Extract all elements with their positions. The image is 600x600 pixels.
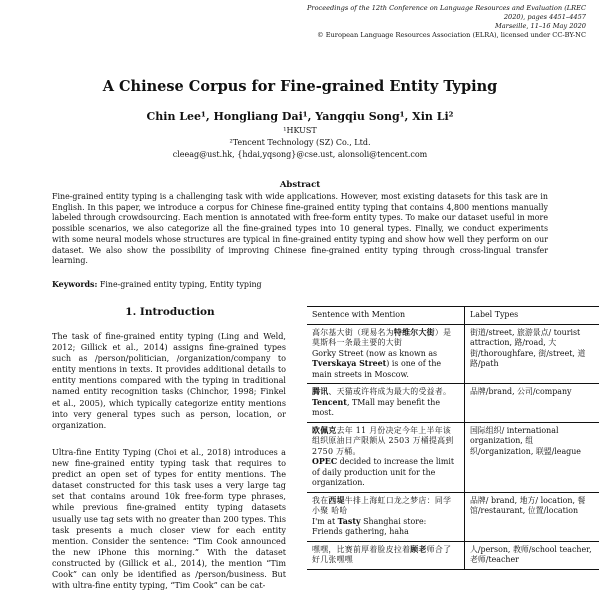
proceedings-header (296, 4, 586, 40)
table-cell-labels: 人/person, 教师/school teacher, 老师/teacher (470, 544, 592, 564)
table-header-sentence: Sentence with Mention (307, 307, 465, 324)
affiliation-1: ¹HKUST (283, 126, 317, 135)
cn-text: 嘿嘿，比赛前厚着脸皮拉着 (312, 544, 411, 554)
cn-text: 师合了好几张嘿嘿 (312, 544, 452, 564)
header-line-1: Proceedings of the 12th Conference on Language Resources and Evaluation (LREC 2020), pages 4451–4457 (307, 4, 586, 21)
intro-paragraph-1: The task of fine-grained entity typing (Ling and Weld, 2012; Gillick et al., 2014) assigns fine-grained types such as /person/politician, /organization/company to entity mentions in texts. It provides additional details to entity mentions compared with the typing in traditional named entity recognition tasks (Chinchor, 1998; Finkel et al., 2005), which typically categorize entity mentions into very general types such as person, location, or organization. (52, 331, 286, 430)
en-mention: Tencent (312, 397, 347, 407)
author-emails: cleeag@ust.hk, {hdai,yqsong}@cse.ust, alonsoli@tencent.com (172, 150, 428, 159)
keywords-text: Fine-grained entity typing, Entity typing (97, 280, 262, 289)
table-cell-labels: 品牌/ brand, 地方/ location, 餐馆/restaurant, 位置/location (470, 495, 586, 515)
en-mention: OPEC (312, 457, 338, 466)
header-line-2: Marseille, 11–16 May 2020 (495, 22, 586, 30)
table-cell-labels: 国际组织/ international organization, 组织/organization, 联盟/league (470, 425, 581, 456)
keywords (52, 280, 548, 289)
en-text: Shanghai store: Friends gathering, haha (312, 516, 427, 536)
table-cell-sentence (307, 493, 465, 541)
table-cell-sentence (307, 384, 465, 422)
author-list: Chin Lee¹, Hongliang Dai¹, Yangqiu Song¹, Xin Li² (146, 110, 454, 123)
cn-mention: 西堤 (328, 495, 345, 505)
table-cell-labels: 街道/street, 旅游景点/ tourist attraction, 路/road, 大街/thoroughfare, 街/street, 道路/path (470, 327, 586, 368)
table-header-labels: Label Types (470, 310, 519, 319)
cn-text: 高尔基大街（现易名为 (312, 327, 394, 337)
section-heading: 1. Introduction (125, 306, 215, 318)
table-cell-sentence (307, 325, 465, 384)
table-row (307, 325, 599, 385)
cn-text: 去年 11 月份决定今年上半年该组织原油日产限额从 2503 万桶提高到 2750 万桶。 (312, 425, 454, 456)
table-row (307, 493, 599, 542)
cn-text: 我在 (312, 495, 329, 505)
en-mention: Tverskaya Street (312, 359, 387, 368)
abstract-text: Fine-grained entity typing is a challenging task with wide applications. However, most existing datasets for this task are in English. In this paper, we introduce a corpus for Chinese fine-grained entity typing that contains 4,800 mentions manually labeled through crowdsourcing. Each mention is annotated with free-form entity types. To make our dataset useful in more possible scenarios, we also categorize all the fine-grained types into 10 general types. Finally, we conduct experiments with some neural models whose structures are typical in fine-grained entity typing and show how well they perform on our dataset. We also show the possibility of improving Chinese fine-grained entity typing through cross-lingual transfer learning. (52, 192, 548, 266)
cn-mention: 顾老 (410, 544, 427, 554)
table-row (307, 542, 599, 570)
en-mention: Tasty (337, 516, 361, 526)
table-cell-sentence (307, 542, 465, 569)
paper-title: A Chinese Corpus for Fine-grained Entity Typing (102, 78, 498, 95)
keywords-label: Keywords: (52, 280, 98, 289)
cn-text: ）是莫斯科一条最主要的大街 (312, 327, 452, 347)
cn-text: 、天猫或许将成为最大的受益者。 (328, 387, 452, 396)
en-text: , TMall may benefit the most. (312, 397, 441, 417)
table-row (307, 423, 599, 493)
en-text: Gorky Street (now as known as (312, 348, 438, 358)
abstract-heading: Abstract (279, 180, 321, 190)
cn-mention: 特维尔大街 (393, 327, 435, 337)
table-cell-labels: 品牌/brand, 公司/company (470, 387, 572, 396)
cn-text: 牛排上海虹口龙之梦店：同学小聚 哈哈 (312, 495, 452, 515)
cn-mention: 欧佩克 (312, 425, 337, 435)
en-text: ) is one of the main streets in Moscow. (312, 359, 442, 379)
table-row (307, 384, 599, 423)
intro-paragraph-2: Ultra-fine Entity Typing (Choi et al., 2018) introduces a new fine-grained entity typing task that requires to predict an open set of types for entity mentions. The dataset constructed for this task uses a very large tag set that contains around 10k free-form type phrases, while previous fine-grained entity typing datasets usually use tag sets with no greater than 200 types. This task presents a much closer view for each entity mention. Consider the sentence: “Tim Cook announced the new iPhone this morning.” With the dataset constructed by (Gillick et al., 2014), the mention “Tim Cook” can only be identified as /person/business. But with ultra-fine entity typing, “Tim Cook” can be cat- (52, 447, 286, 591)
en-text: decided to increase the limit of daily production unit for the organization. (312, 457, 455, 487)
examples-table (307, 306, 599, 570)
header-line-3: © European Language Resources Association (ELRA), licensed under CC-BY-NC (317, 31, 586, 39)
cn-mention: 腾讯 (312, 387, 329, 396)
table-header-row (307, 307, 599, 325)
affiliation-2: ²Tencent Technology (SZ) Co., Ltd. (229, 138, 371, 147)
en-text: I'm at (312, 516, 338, 526)
table-cell-sentence (307, 423, 465, 492)
